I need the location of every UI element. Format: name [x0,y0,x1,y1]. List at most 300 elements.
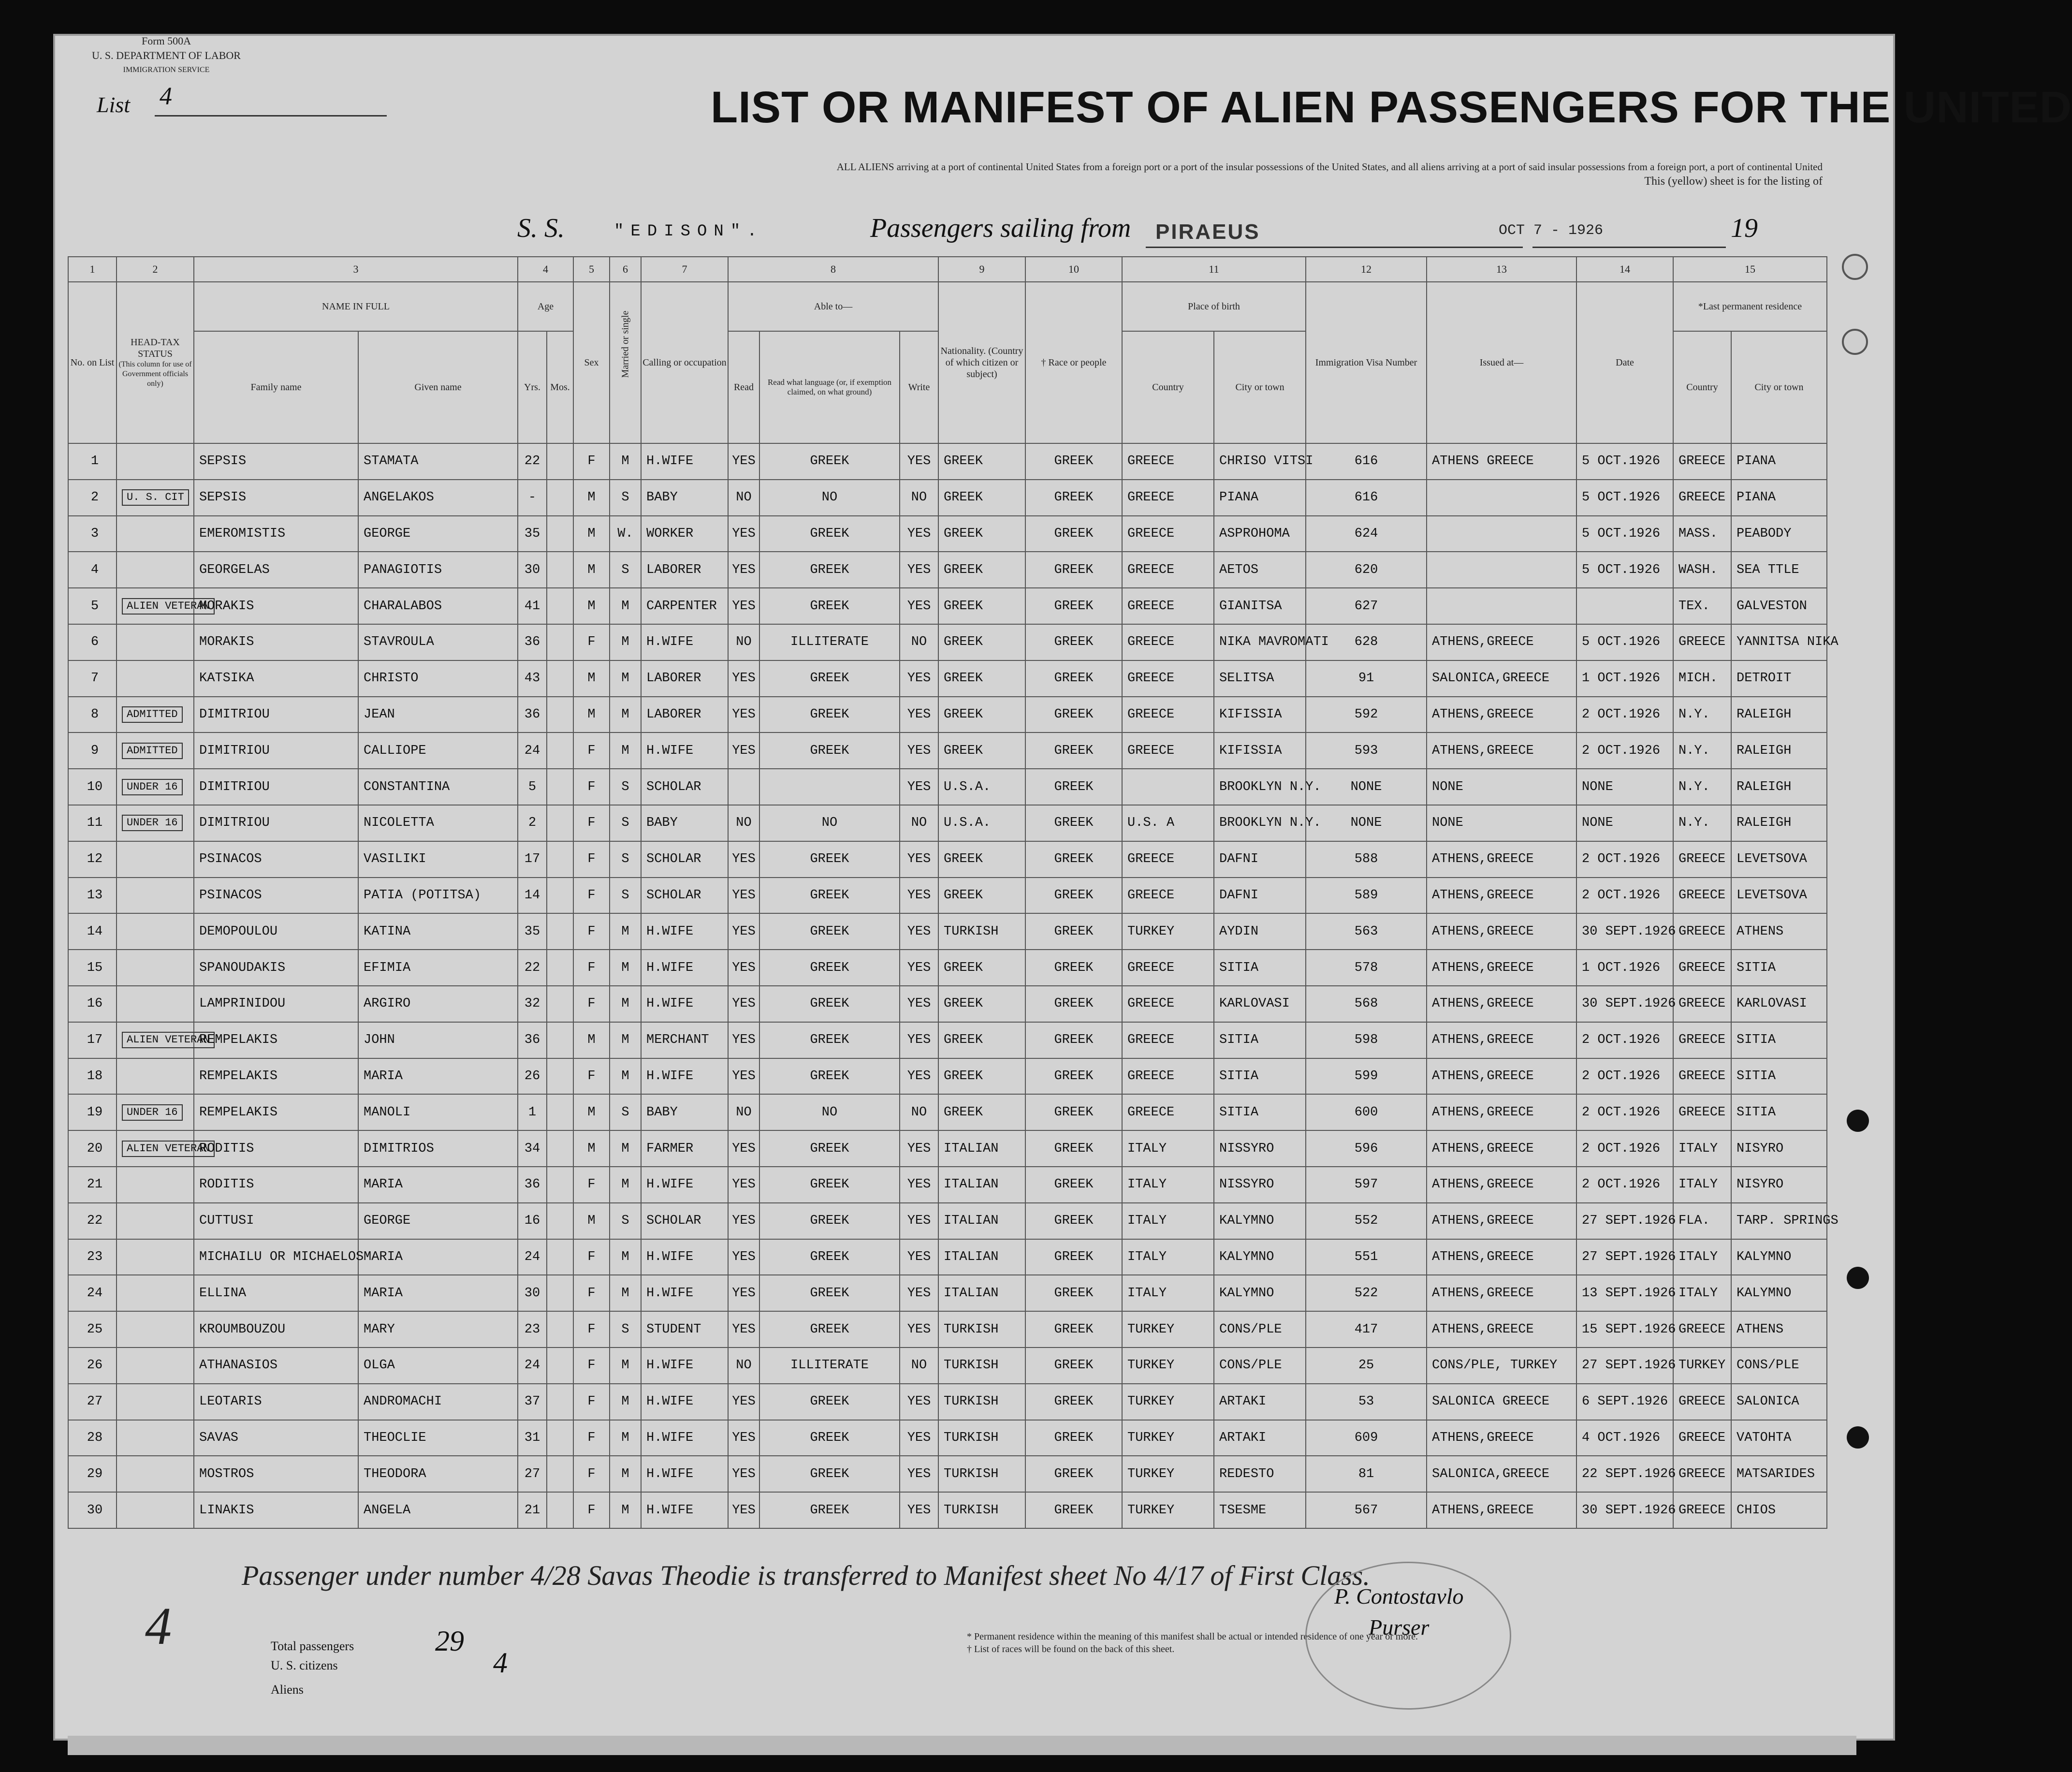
punch-hole [1847,1110,1869,1132]
status-stamp: UNDER 16 [122,1104,183,1121]
marital-status: M [610,1130,641,1167]
head-tax-status [117,1022,210,1058]
list-label: List [97,92,131,117]
visa-number: 592 [1306,697,1427,733]
marital-status: M [610,1492,641,1528]
visa-issued-at: ATHENS,GREECE [1427,1094,1576,1130]
status-stamp: UNDER 16 [122,815,183,831]
footnote-residence: * Permanent residence within the meaning of this manifest shall be actual or intended residence of one year or more. [967,1631,1418,1642]
read-language: ILLITERATE [759,624,900,660]
nationality: GREEK [938,732,1025,769]
marital-status: S [610,769,641,805]
race: GREEK [1025,588,1122,624]
nationality: GREEK [938,841,1025,878]
signature-title: Purser [1369,1615,1430,1640]
visa-date: 6 SEPT.1926 [1576,1384,1673,1420]
race: GREEK [1025,1275,1122,1311]
birth-city: KARLOVASI [1214,986,1306,1022]
nationality: GREEK [938,552,1025,588]
can-read: YES [728,1456,759,1492]
read-language: GREEK [759,660,900,697]
age-years: 37 [518,1384,547,1420]
port-underline [1146,247,1523,248]
age-months [547,878,573,914]
visa-date: 5 OCT.1926 [1576,516,1673,552]
birth-city: NISSYRO [1214,1130,1306,1167]
visa-date: 1 OCT.1926 [1576,950,1673,986]
head-tax-status [117,1203,194,1239]
family-name: CUTTUSI [194,1203,358,1239]
age-months [547,805,573,841]
occupation: CARPENTER [641,588,728,624]
visa-number: NONE [1306,769,1427,805]
sex: F [573,986,610,1022]
race: GREEK [1025,1384,1122,1420]
age-months [547,732,573,769]
age-years: 14 [518,878,547,914]
visa-issued-at [1427,588,1576,624]
visa-issued-at: ATHENS,GREECE [1427,624,1576,660]
residence-city: KARLOVASI [1731,986,1827,1022]
nationality: GREEK [938,950,1025,986]
head-tax-status [117,1058,194,1095]
marital-status: M [610,1456,641,1492]
given-name: THEOCLIE [358,1420,518,1456]
birth-country: GREECE [1122,841,1214,878]
can-write: YES [900,1167,938,1203]
can-write: YES [900,878,938,914]
read-language: GREEK [759,1058,900,1095]
residence-city: SITIA [1731,1058,1827,1095]
can-read: NO [728,805,759,841]
nationality: U.S.A. [938,805,1025,841]
residence-country: FLA. [1673,1203,1731,1239]
sex: F [573,1239,610,1275]
nationality: ITALIAN [938,1275,1025,1311]
age-months [547,1130,573,1167]
race: GREEK [1025,1239,1122,1275]
visa-date: 5 OCT.1926 [1576,552,1673,588]
read-language: NO [759,1094,900,1130]
visa-number: 53 [1306,1384,1427,1420]
head-tax-status [117,552,194,588]
sex: F [573,805,610,841]
age-years: 31 [518,1420,547,1456]
form-department: U. S. DEPARTMENT OF LABOR [92,49,241,61]
sex: F [573,1167,610,1203]
header-row [68,282,1827,331]
table-row [68,1492,1827,1528]
sex: F [573,1347,610,1384]
can-write: YES [900,1456,938,1492]
row-number: 30 [68,1492,117,1528]
birth-city: AYDIN [1214,913,1306,950]
race: GREEK [1025,913,1122,950]
race: GREEK [1025,443,1122,480]
us-citizens-label: U. S. citizens [271,1658,338,1672]
residence-country: N.Y. [1673,697,1731,733]
read-language: GREEK [759,588,900,624]
given-name: THEODORA [358,1456,518,1492]
birth-city: ASPROHOMA [1214,516,1306,552]
given-name: VASILIKI [358,841,518,878]
birth-city: NIKA MAVROMATI [1214,624,1306,660]
sex: M [573,1130,610,1167]
header-residence: *Last permanent residence [1673,282,1827,331]
can-write: NO [900,480,938,516]
residence-country: MICH. [1673,660,1731,697]
age-months [547,841,573,878]
visa-issued-at: ATHENS,GREECE [1427,878,1576,914]
can-read: YES [728,1384,759,1420]
total-passengers-label: Total passengers [271,1639,354,1653]
race: GREEK [1025,1420,1122,1456]
can-write: YES [900,1384,938,1420]
birth-city: KALYMNO [1214,1203,1306,1239]
visa-number: 81 [1306,1456,1427,1492]
birth-city: SITIA [1214,1094,1306,1130]
occupation: LABORER [641,660,728,697]
given-name: KATINA [358,913,518,950]
age-months [547,1094,573,1130]
visa-date: 1 OCT.1926 [1576,660,1673,697]
residence-city: SITIA [1731,1022,1827,1058]
birth-country: GREECE [1122,732,1214,769]
occupation: H.WIFE [641,1239,728,1275]
age-years: 24 [518,732,547,769]
occupation: BABY [641,1094,728,1130]
sex: M [573,588,610,624]
age-years: 43 [518,660,547,697]
row-number: 4 [68,552,117,588]
table-row [68,1130,1827,1167]
row-number: 5 [68,588,117,624]
birth-city: ARTAKI [1214,1384,1306,1420]
sex: F [573,1311,610,1347]
residence-country: MASS. [1673,516,1731,552]
family-name: MORAKIS [194,588,358,624]
occupation: H.WIFE [641,1167,728,1203]
occupation: H.WIFE [641,950,728,986]
birth-country: TURKEY [1122,1384,1214,1420]
header-yrs: Yrs. [518,331,547,443]
age-years: 34 [518,1130,547,1167]
residence-city: SEA TTLE [1731,552,1827,588]
race: GREEK [1025,769,1122,805]
header-write: Write [900,331,938,443]
header-given-name: Given name [358,331,518,443]
birth-country: ITALY [1122,1167,1214,1203]
can-write: NO [900,1347,938,1384]
occupation: BABY [641,480,728,516]
given-name: PANAGIOTIS [358,552,518,588]
row-number: 15 [68,950,117,986]
birth-country: TURKEY [1122,1456,1214,1492]
visa-issued-at: ATHENS,GREECE [1427,950,1576,986]
residence-city: ATHENS [1731,1311,1827,1347]
table-row [68,1058,1827,1095]
residence-country: GREECE [1673,841,1731,878]
visa-number: 588 [1306,841,1427,878]
can-write: YES [900,697,938,733]
family-name: SEPSIS [194,480,358,516]
visa-number: 563 [1306,913,1427,950]
age-years: 26 [518,1058,547,1095]
can-write: NO [900,805,938,841]
can-write: YES [900,1420,938,1456]
can-read: NO [728,624,759,660]
visa-issued-at [1427,480,1576,516]
marital-status: M [610,1275,641,1311]
residence-city: NISYRO [1731,1130,1827,1167]
status-stamp: ALIEN VETERAN [122,598,215,615]
family-name: SPANOUDAKIS [194,950,358,986]
column-number: 15 [1673,257,1827,282]
birth-country: GREECE [1122,1022,1214,1058]
visa-number: 551 [1306,1239,1427,1275]
head-tax-status [117,805,194,841]
sex: F [573,878,610,914]
nationality: TURKISH [938,1384,1025,1420]
visa-issued-at: ATHENS,GREECE [1427,1275,1576,1311]
visa-issued-at: ATHENS,GREECE [1427,1058,1576,1095]
header-issued-at: Issued at— [1427,282,1576,443]
row-number: 26 [68,1347,117,1384]
visa-number: 25 [1306,1347,1427,1384]
marital-status: W. [610,516,641,552]
race: GREEK [1025,1347,1122,1384]
form-service: IMMIGRATION SERVICE [123,66,210,74]
sheet-bottom-edge [68,1736,1856,1755]
row-number: 12 [68,841,117,878]
age-months [547,913,573,950]
visa-date: 5 OCT.1926 [1576,443,1673,480]
residence-country: GREECE [1673,1492,1731,1528]
visa-number: 597 [1306,1167,1427,1203]
visa-issued-at: NONE [1427,805,1576,841]
table-row [68,588,1827,624]
header-calling: Calling or occupation [641,282,728,443]
head-tax-status [117,1094,194,1130]
can-write: YES [900,1058,938,1095]
age-months [547,986,573,1022]
can-write: YES [900,660,938,697]
occupation: H.WIFE [641,986,728,1022]
residence-country: GREECE [1673,1311,1731,1347]
sex: M [573,1022,610,1058]
column-number: 8 [728,257,938,282]
residence-country: TEX. [1673,588,1731,624]
table-row [68,1022,1827,1058]
race: GREEK [1025,841,1122,878]
table-row [68,841,1827,878]
birth-city: REDESTO [1214,1456,1306,1492]
residence-country: GREECE [1673,1022,1731,1058]
residence-country: GREECE [1673,913,1731,950]
visa-issued-at: ATHENS,GREECE [1427,1239,1576,1275]
punch-hole [1847,1267,1869,1289]
residence-country: GREECE [1673,624,1731,660]
visa-number: 624 [1306,516,1427,552]
residence-city: SITIA [1731,950,1827,986]
status-stamp: U. S. CIT [122,489,189,506]
given-name: MANOLI [358,1094,518,1130]
row-number: 10 [68,769,117,805]
head-tax-status [117,841,194,878]
birth-country: TURKEY [1122,1492,1214,1528]
can-read: NO [728,480,759,516]
nationality: TURKISH [938,1311,1025,1347]
header-read-language: Read what language (or, if exemption claimed, on what ground) [759,331,900,443]
age-months [547,588,573,624]
nationality: GREEK [938,986,1025,1022]
age-years: 22 [518,443,547,480]
residence-country: WASH. [1673,552,1731,588]
head-tax-status [117,913,194,950]
family-name: KATSIKA [194,660,358,697]
age-years: 35 [518,913,547,950]
header-married-text: Married or single [620,310,631,378]
row-number: 7 [68,660,117,697]
row-number: 14 [68,913,117,950]
age-months [547,1492,573,1528]
birth-city: SITIA [1214,1022,1306,1058]
given-name: ANDROMACHI [358,1384,518,1420]
visa-date: 2 OCT.1926 [1576,1058,1673,1095]
manifest-table [68,256,1839,1529]
residence-city: PIANA [1731,480,1827,516]
birth-city: CONS/PLE [1214,1311,1306,1347]
residence-country: GREECE [1673,480,1731,516]
row-number: 17 [68,1022,117,1058]
table-row [68,1311,1827,1347]
head-tax-status [117,1347,194,1384]
head-tax-status [117,1239,194,1275]
nationality: GREEK [938,878,1025,914]
visa-date: 4 OCT.1926 [1576,1420,1673,1456]
residence-country: GREECE [1673,443,1731,480]
marital-status: M [610,1022,641,1058]
row-number: 22 [68,1203,117,1239]
race: GREEK [1025,878,1122,914]
visa-issued-at: SALONICA,GREECE [1427,1456,1576,1492]
occupation: STUDENT [641,1311,728,1347]
us-citizens-value: 4 [493,1647,508,1679]
race: GREEK [1025,1203,1122,1239]
birth-city: CONS/PLE [1214,1347,1306,1384]
read-language: GREEK [759,1022,900,1058]
residence-country: ITALY [1673,1167,1731,1203]
header-name-in-full: NAME IN FULL [194,282,518,331]
table-row [68,1167,1827,1203]
head-tax-status [117,480,194,516]
residence-city: RALEIGH [1731,697,1827,733]
head-tax-status [117,986,194,1022]
visa-number: NONE [1306,805,1427,841]
family-name: PSINACOS [194,841,358,878]
nationality: ITALIAN [938,1130,1025,1167]
sex: F [573,841,610,878]
status-stamp: ALIEN VETERAN [122,1141,215,1157]
can-write: YES [900,950,938,986]
read-language: GREEK [759,1311,900,1347]
row-number: 6 [68,624,117,660]
visa-number: 91 [1306,660,1427,697]
signature-block [1334,1581,1464,1643]
race: GREEK [1025,1130,1122,1167]
read-language: NO [759,480,900,516]
aliens-label: Aliens [271,1683,304,1697]
can-read: YES [728,1492,759,1528]
visa-number: 568 [1306,986,1427,1022]
visa-date: 2 OCT.1926 [1576,1130,1673,1167]
nationality: U.S.A. [938,769,1025,805]
given-name: CALLIOPE [358,732,518,769]
age-months [547,1058,573,1095]
header-no-on-list: No. on List [68,282,117,443]
age-years: 35 [518,516,547,552]
can-read: YES [728,588,759,624]
column-number: 5 [573,257,610,282]
column-number: 10 [1025,257,1122,282]
birth-city: KIFISSIA [1214,697,1306,733]
race: GREEK [1025,697,1122,733]
can-write: YES [900,588,938,624]
read-language: GREEK [759,1492,900,1528]
read-language: NO [759,805,900,841]
given-name: STAMATA [358,443,518,480]
birth-city: NISSYRO [1214,1167,1306,1203]
given-name: CONSTANTINA [358,769,518,805]
given-name: CHRISTO [358,660,518,697]
visa-issued-at: ATHENS,GREECE [1427,1167,1576,1203]
family-name: DIMITRIOU [194,732,358,769]
visa-issued-at: CONS/PLE, TURKEY [1427,1347,1576,1384]
can-write: NO [900,1094,938,1130]
age-years: 36 [518,1167,547,1203]
age-months [547,1384,573,1420]
can-read: NO [728,1094,759,1130]
column-number: 9 [938,257,1025,282]
race: GREEK [1025,950,1122,986]
read-language: GREEK [759,552,900,588]
age-months [547,660,573,697]
visa-number: 417 [1306,1311,1427,1347]
occupation: WORKER [641,516,728,552]
residence-country: N.Y. [1673,805,1731,841]
residence-city: MATSARIDES [1731,1456,1827,1492]
date-underline [1532,247,1726,248]
residence-city: DETROIT [1731,660,1827,697]
birth-city: TSESME [1214,1492,1306,1528]
visa-number: 600 [1306,1094,1427,1130]
table-row [68,1384,1827,1420]
read-language: GREEK [759,950,900,986]
subtitle-line-2: This (yellow) sheet is for the listing of [1644,175,1823,188]
birth-country: TURKEY [1122,1420,1214,1456]
read-language: GREEK [759,1456,900,1492]
list-underline [155,115,387,117]
age-years: 23 [518,1311,547,1347]
nationality: TURKISH [938,913,1025,950]
birth-country: TURKEY [1122,1347,1214,1384]
header-head-tax-note: (This column for use of Government officials only) [118,360,192,388]
family-name: RODITIS [194,1130,358,1167]
race: GREEK [1025,660,1122,697]
head-tax-status [117,443,194,480]
row-number: 16 [68,986,117,1022]
age-months [547,552,573,588]
